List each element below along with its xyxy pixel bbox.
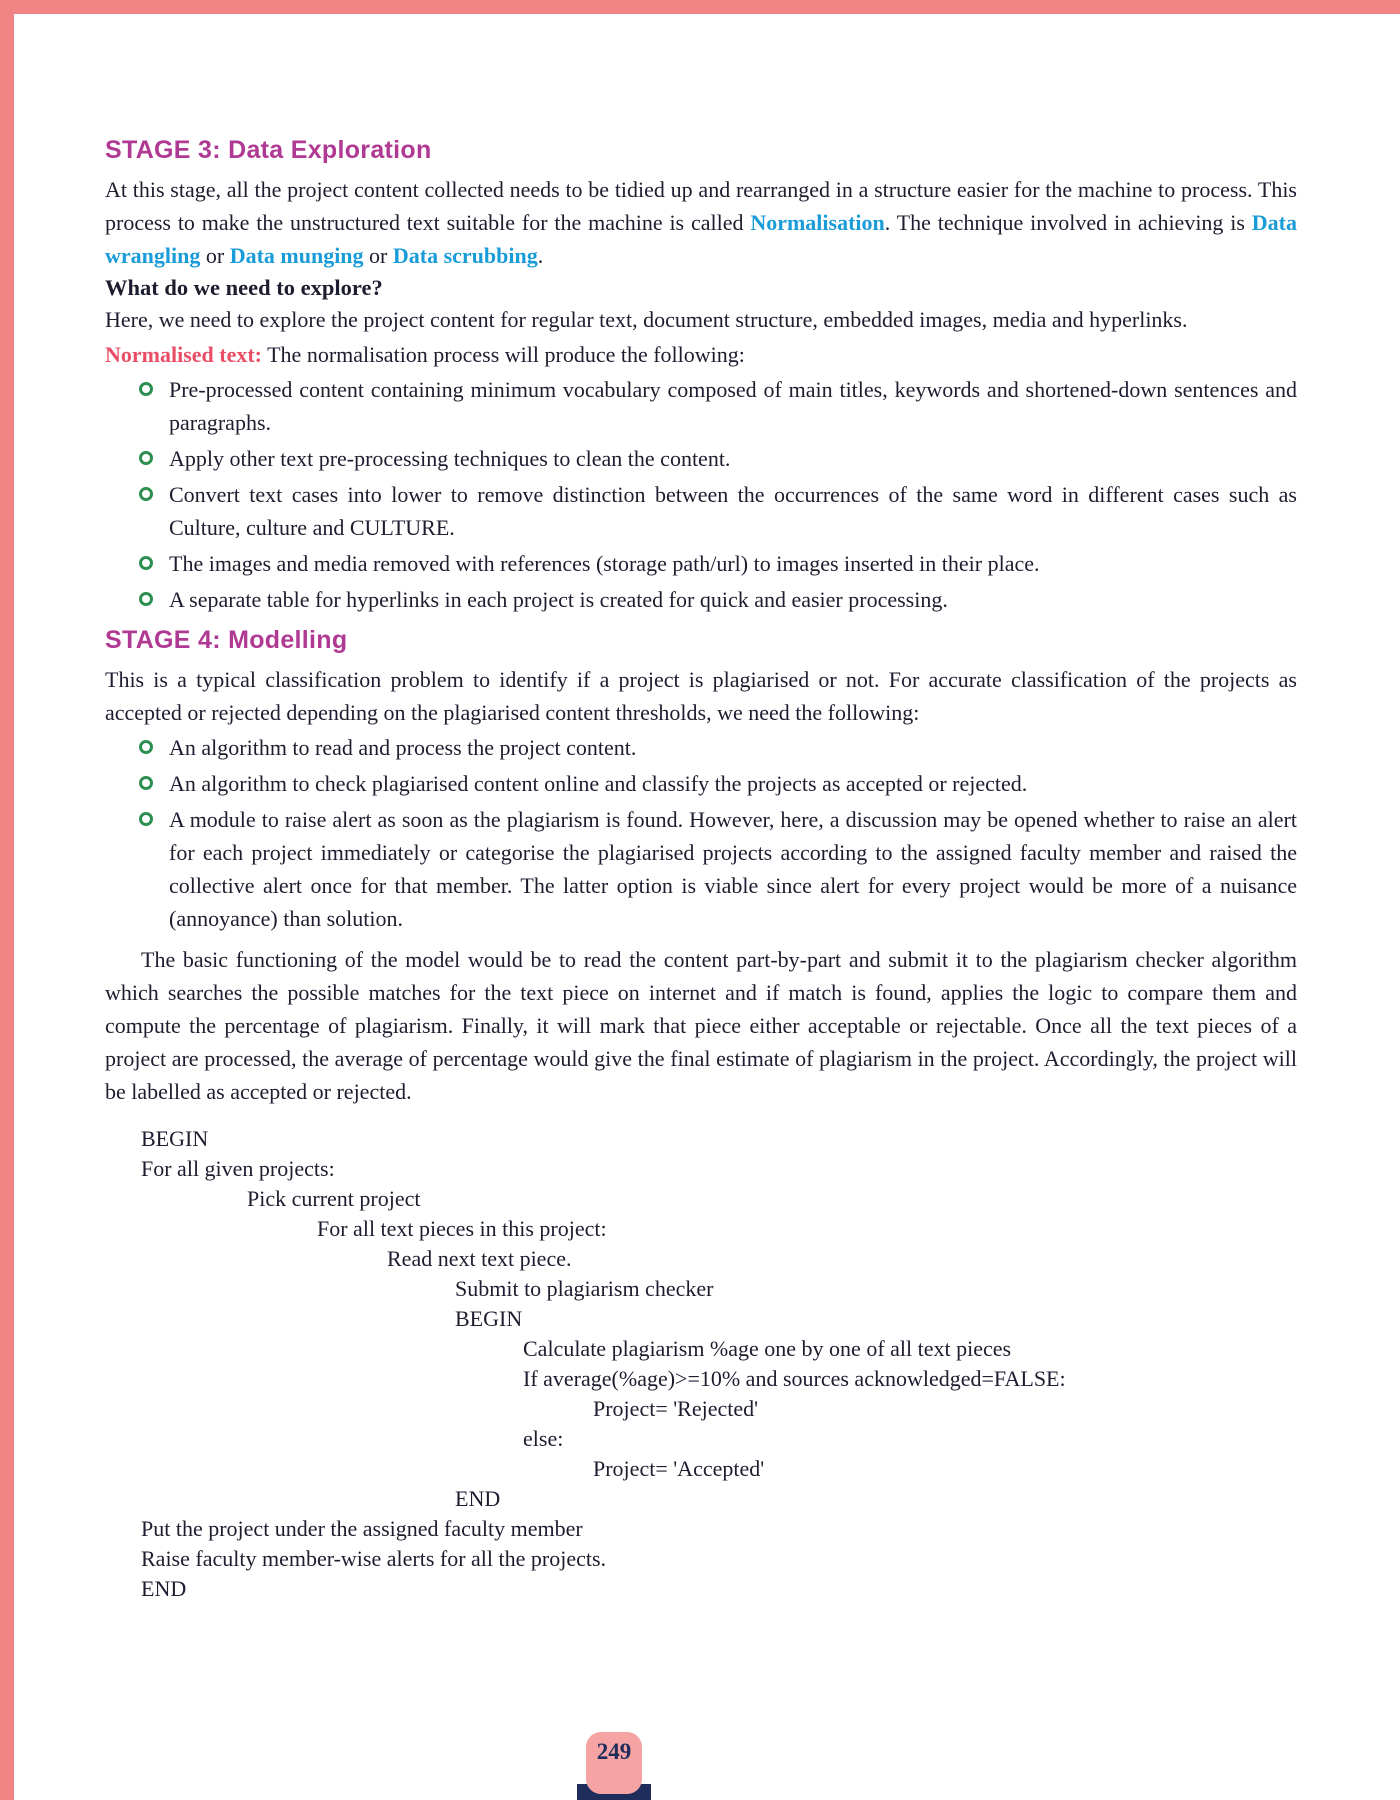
pseudocode-line: else:	[523, 1426, 564, 1451]
pseudocode-line: END	[141, 1576, 187, 1601]
text-segment: . The technique involved in achieving is	[884, 210, 1252, 235]
page-number: 249	[596, 1739, 632, 1764]
bullet-text: The images and media removed with references (storage path/url) to images inserted in their place.	[169, 551, 1040, 576]
pseudocode-line: Read next text piece.	[387, 1246, 572, 1271]
pseudocode-block	[105, 1124, 1297, 1604]
list-item	[105, 767, 1297, 800]
pseudocode-line: Submit to plagiarism checker	[455, 1276, 714, 1301]
bullet-text: A module to raise alert as soon as the plagiarism is found. However, here, a discussion may be opened whether to raise an alert for each project immediately or categorise the plagiarised projects according to the assigned faculty member and raised the collective alert once for that member. The latter option is viable since alert for every project would be more of a nuisance (annoyance) than solution.	[169, 807, 1297, 931]
pseudocode-line: Project= 'Rejected'	[593, 1396, 759, 1421]
normalised-text-label: Normalised text:	[105, 342, 263, 367]
pseudocode-line: Project= 'Accepted'	[593, 1456, 765, 1481]
circle-bullet-icon	[139, 556, 153, 570]
text-segment: or	[363, 243, 393, 268]
text-segment: At this stage, all the project content collected needs to be tidied up and rearranged in a structure easier for the machine to process. This process to make the unstructured text suitable for the machine is called	[105, 177, 1297, 235]
term-data-scrubbing: Data scrubbing	[392, 243, 538, 268]
pseudocode-line: Raise faculty member-wise alerts for all the projects.	[141, 1546, 607, 1571]
pseudocode-line: BEGIN	[455, 1306, 523, 1331]
pseudocode-line: END	[455, 1486, 501, 1511]
page-content	[105, 136, 1297, 1604]
list-item	[105, 442, 1297, 475]
text-segment: .	[537, 243, 544, 268]
circle-bullet-icon	[139, 487, 153, 501]
bullet-text: Pre-processed content containing minimum vocabulary composed of main titles, keywords and shortened-down sentences and paragraphs.	[169, 377, 1297, 435]
circle-bullet-icon	[139, 740, 153, 754]
list-item	[105, 583, 1297, 616]
pseudocode-line: If average(%age)>=10% and sources acknowledged=FALSE:	[523, 1366, 1066, 1391]
stage3-explore-paragraph: Here, we need to explore the project content for regular text, document structure, embedded images, media and hyperlinks.	[105, 307, 1188, 332]
bullet-text: An algorithm to read and process the project content.	[169, 735, 637, 760]
bullet-text: An algorithm to check plagiarised content online and classify the projects as accepted or rejected.	[169, 771, 1028, 796]
bullet-text: Apply other text pre-processing techniques to clean the content.	[169, 446, 731, 471]
term-data-munging: Data munging	[229, 243, 364, 268]
text-segment: or	[200, 243, 230, 268]
page-number-badge	[586, 1732, 642, 1794]
stage3-subheading: What do we need to explore?	[105, 275, 383, 300]
list-item	[105, 547, 1297, 580]
pseudocode-line: Pick current project	[247, 1186, 421, 1211]
pseudocode-line: For all given projects:	[141, 1156, 335, 1181]
stage3-heading: STAGE 3: Data Exploration	[105, 136, 432, 164]
list-item	[105, 478, 1297, 544]
circle-bullet-icon	[139, 451, 153, 465]
pseudocode-line: Put the project under the assigned faculty member	[141, 1516, 583, 1541]
stage4-bullet-list	[105, 731, 1297, 935]
pseudocode-line: BEGIN	[141, 1126, 209, 1151]
pseudocode-line: Calculate plagiarism %age one by one of all text pieces	[523, 1336, 1012, 1361]
top-accent-bar	[0, 0, 1400, 14]
circle-bullet-icon	[139, 812, 153, 826]
left-accent-bar	[0, 0, 14, 1800]
list-item	[105, 803, 1297, 935]
bullet-text: Convert text cases into lower to remove distinction between the occurrences of the same word in different cases such as Culture, culture and CULTURE.	[169, 482, 1297, 540]
bullet-text: A separate table for hyperlinks in each project is created for quick and easier processing.	[169, 587, 948, 612]
term-data-wrangling: Data wrangling	[105, 210, 1298, 268]
stage4-model-paragraph: The basic functioning of the model would be to read the content part-by-part and submit it to the plagiarism checker algorithm which searches the possible matches for the text piece on internet and if match is found, applies the logic to compare them and compute the percentage of plagiarism. Finally, it will mark that piece either acceptable or rejectable. Once all the text pieces of a project are processed, the average of percentage would give the final estimate of plagiarism in the project. Accordingly, the project will be labelled as accepted or rejected.	[105, 947, 1297, 1104]
circle-bullet-icon	[139, 592, 153, 606]
stage3-intro-paragraph	[105, 173, 1297, 272]
list-item	[105, 373, 1297, 439]
text-segment: The normalisation process will produce the following:	[262, 342, 745, 367]
circle-bullet-icon	[139, 382, 153, 396]
list-item	[105, 731, 1297, 764]
stage4-heading: STAGE 4: Modelling	[105, 626, 348, 654]
circle-bullet-icon	[139, 776, 153, 790]
pseudocode-line: For all text pieces in this project:	[317, 1216, 607, 1241]
stage3-normalised-paragraph	[105, 338, 1297, 371]
stage3-bullet-list	[105, 373, 1297, 616]
stage4-intro-paragraph: This is a typical classification problem to identify if a project is plagiarised or not. For accurate classification of the projects as accepted or rejected depending on the plagiarised content thresholds, we need the following:	[105, 667, 1297, 725]
term-normalisation: Normalisation	[750, 210, 885, 235]
